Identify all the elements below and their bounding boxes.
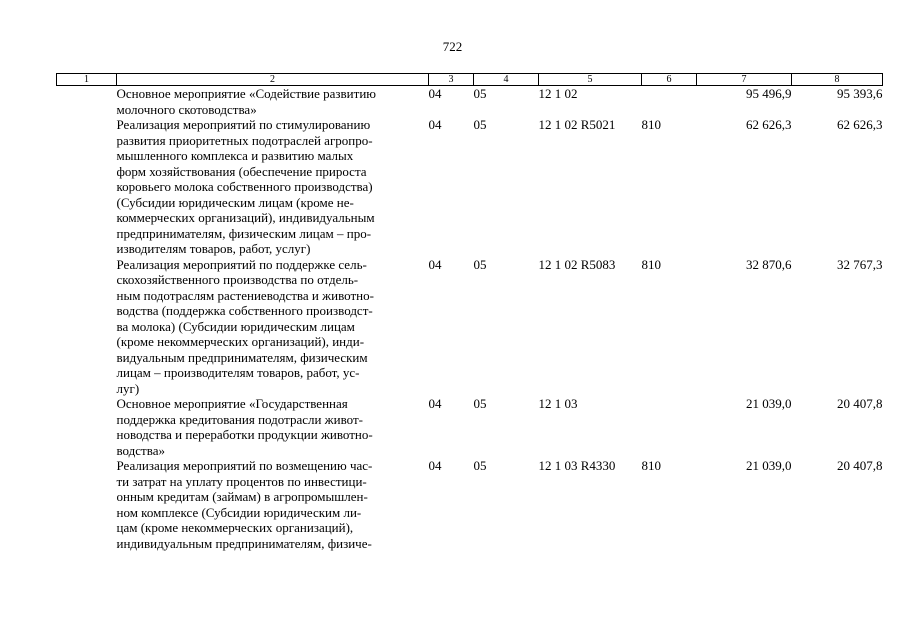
description-line: поддержка кредитования подотрасли живот- [116,411,364,427]
description-line: ти затрат на уплату процентов по инвестици- [116,473,367,489]
page-number: 722 [442,39,463,54]
description-line: Основное мероприятие «Государственная [116,396,348,411]
table-row [57,86,883,118]
target-article-cell: 12 1 03 R4330 [538,458,616,473]
expense-type-cell: 810 [641,256,661,272]
amount-col8-cell: 20 407,8 [837,396,883,411]
item-description-cell [117,117,429,257]
expense-type-cell: 810 [641,117,661,132]
item-description-cell [117,458,429,551]
amount-col8-cell: 95 393,6 [837,86,883,101]
row-number-cell [57,257,117,397]
subsection-code-cell: 05 [473,396,487,411]
column-header-4: 4 [474,74,539,86]
description-line: ном комплексе (Субсидии юридическим ли- [116,504,362,520]
subsection-code-cell: 05 [473,458,487,473]
description-line: ным подотраслям растениеводства и животно- [116,287,374,303]
expense-type-cell [642,86,697,118]
amount-col7-cell: 62 626,3 [746,117,792,132]
amount-col7-cell: 21 039,0 [746,458,792,473]
table-body [57,86,883,552]
expense-type-cell [642,396,697,458]
amount-col7-cell: 32 870,6 [746,256,792,272]
description-line: онным кредитам (займам) в агропромышлен- [116,489,368,504]
column-header-5: 5 [539,74,642,86]
row-number-cell [57,396,117,458]
section-code-cell: 04 [428,117,442,132]
amount-col8-cell: 62 626,3 [837,117,883,132]
section-code-cell: 04 [428,396,442,411]
amount-col8-cell: 20 407,8 [837,458,883,473]
budget-table [56,73,883,551]
target-article-cell: 12 1 02 R5083 [538,256,616,272]
description-line: молочного скотоводства» [116,101,257,117]
item-description-cell [117,257,429,397]
description-line: ва молока) (Субсидии юридическим лицам [116,318,355,334]
description-line: Реализация мероприятий по возмещению час- [116,458,373,473]
description-line: водства (поддержка собственного производст- [116,303,373,318]
description-line: Основное мероприятие «Содействие развитию [116,86,376,101]
description-line: мышленного комплекса и развитию малых [116,148,354,163]
section-code-cell: 04 [428,458,442,473]
column-header-2: 2 [117,74,429,86]
description-line: форм хозяйствования (обеспечение прироста [116,163,367,179]
description-line: лицам – производителям товаров, работ, ус- [116,365,360,380]
item-description-cell [117,86,429,118]
subsection-code-cell: 05 [473,117,487,132]
column-header-8: 8 [792,74,883,86]
row-number-cell [57,86,117,118]
description-line: (кроме некоммерческих организаций), инди- [116,334,365,349]
amount-col8-cell: 32 767,3 [837,256,883,272]
table-row [57,396,883,458]
column-header-6: 6 [642,74,697,86]
description-line: цам (кроме некоммерческих организаций), [116,520,354,535]
table-row [57,117,883,257]
subsection-code-cell: 05 [473,256,487,272]
description-line: видуальным предпринимателям, физическим [116,349,368,365]
table-row [57,458,883,551]
description-line: предпринимателям, физическим лицам – про- [116,225,372,241]
section-code-cell: 04 [428,86,442,101]
description-line: изводителям товаров, работ, услуг) [116,241,311,256]
description-line: новодства и переработки продукции животно- [116,427,373,442]
column-header-1: 1 [57,74,117,86]
description-line: скохозяйственного производства по отдель- [116,272,359,287]
column-header-7: 7 [697,74,792,86]
description-line: (Субсидии юридическим лицам (кроме не- [116,194,354,210]
description-line: коммерческих организаций), индивидуальным [116,210,375,225]
target-article-cell: 12 1 03 [538,396,578,411]
description-line: Реализация мероприятий по поддержке сель- [116,256,367,272]
target-article-cell: 12 1 02 [538,86,578,101]
description-line: индивидуальным предпринимателям, физиче- [116,535,372,551]
description-line: коровьего молока собственного производства) [116,179,373,194]
section-code-cell: 04 [428,256,442,272]
target-article-cell: 12 1 02 R5021 [538,117,616,132]
table-row [57,257,883,397]
row-number-cell [57,458,117,551]
description-line: Реализация мероприятий по стимулированию [116,117,371,132]
amount-col7-cell: 21 039,0 [746,396,792,411]
subsection-code-cell: 05 [473,86,487,101]
description-line: развития приоритетных подотраслей агропро- [116,132,373,148]
description-line: луг) [116,380,140,396]
amount-col7-cell: 95 496,9 [746,86,792,101]
column-number-header-row [57,74,883,86]
description-line: водства» [116,442,165,458]
item-description-cell [117,396,429,458]
row-number-cell [57,117,117,257]
expense-type-cell: 810 [641,458,661,473]
column-header-3: 3 [429,74,474,86]
